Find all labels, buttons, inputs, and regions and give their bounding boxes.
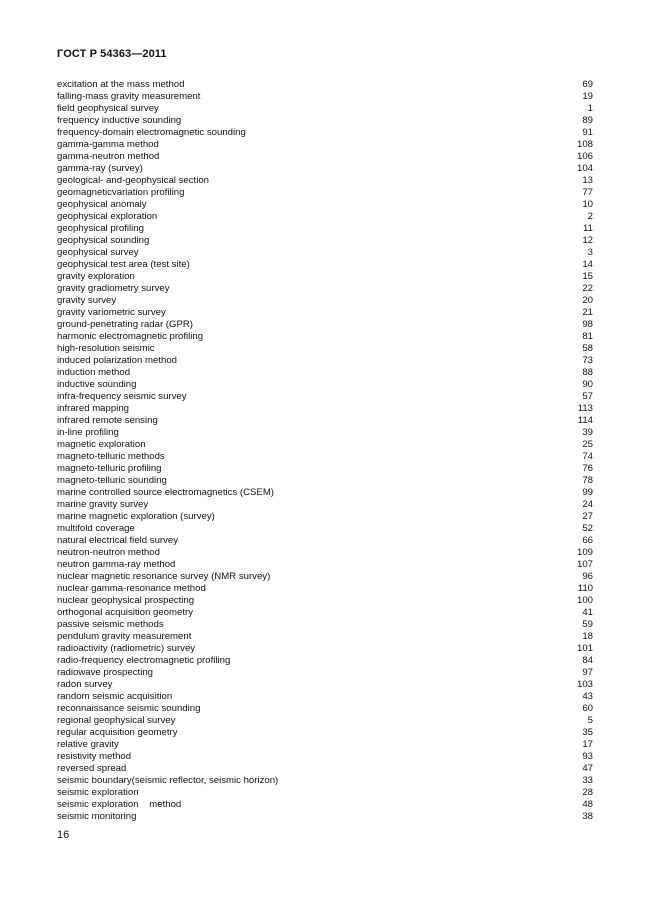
index-entry [57,439,593,451]
index-page-ref: 13 [582,175,593,186]
index-entry [57,259,593,271]
index-page-ref: 57 [582,391,593,402]
index-page-ref: 58 [582,343,593,354]
index-term: infrared remote sensing [57,415,158,426]
index-page-ref: 11 [583,223,593,234]
index-entry [57,139,593,151]
index-page-ref: 89 [582,115,593,126]
index-term: multifold coverage [57,523,135,534]
index-page-ref: 38 [582,811,593,822]
index-page-ref: 41 [582,607,593,618]
index-page-ref: 25 [582,439,593,450]
document-code: ГОСТ Р 54363—2011 [57,48,167,60]
index-term: magnetic exploration [57,439,146,450]
index-entry [57,247,593,259]
index-entry [57,211,593,223]
index-entry [57,715,593,727]
index-term: passive seismic methods [57,619,164,630]
index-entry [57,103,593,115]
index-entry [57,787,593,799]
index-page-ref: 100 [576,595,593,606]
index-term: seismic monitoring [57,811,137,822]
index-entry [57,763,593,775]
index-page-ref: 28 [582,787,593,798]
index-term: random seismic acquisition [57,691,173,702]
index-page-ref: 76 [582,463,593,474]
index-term: marine magnetic exploration (survey) [57,511,215,522]
index-page-ref: 90 [582,379,593,390]
index-entry [57,427,593,439]
index-entry [57,331,593,343]
index-entry [57,271,593,283]
index-page-ref: 69 [582,79,593,90]
index-term: regional geophysical survey [57,715,176,726]
index-term: induction method [57,367,131,378]
index-page-ref: 10 [582,199,593,210]
index-page-ref: 14 [582,259,593,270]
index-term: magneto-telluric methods [57,451,165,462]
index-entry [57,187,593,199]
index-term: in-line profiling [57,427,119,438]
index-page-ref: 77 [582,187,593,198]
index-entry [57,451,593,463]
index-term: nuclear gamma-resonance method [57,583,206,594]
index-term: geophysical test area (test site) [57,259,190,270]
index-term: resistivity method [57,751,132,762]
index-page-ref: 109 [576,547,593,558]
index-term: gravity gradiometry survey [57,283,170,294]
index-term: seismic exploration [57,787,139,798]
index-page-ref: 96 [582,571,593,582]
index-page-ref: 24 [582,499,593,510]
index-page-ref: 21 [582,307,593,318]
index-term: natural electrical field survey [57,535,179,546]
index-page-ref: 15 [582,271,593,282]
index-page-ref: 48 [582,799,593,810]
index-entry [57,631,593,643]
index-page-ref: 1 [587,103,593,114]
index-term: induced polarization method [57,355,178,366]
index-term: harmonic electromagnetic profiling [57,331,204,342]
index-term: neutron gamma-ray method [57,559,176,570]
index-term: geophysical exploration [57,211,158,222]
index-term: infrared mapping [57,403,129,414]
index-entry [57,115,593,127]
index-page-ref: 47 [582,763,593,774]
index-page-ref: 103 [576,679,593,690]
index-term: seismic boundary(seismic reflector, seismic horizon) [57,775,279,786]
index-page-ref: 88 [582,367,593,378]
index-page-ref: 2 [587,211,593,222]
index-page-ref: 73 [582,355,593,366]
index-entry [57,127,593,139]
index-entry [57,403,593,415]
index-term: field geophysical survey [57,103,159,114]
index-entry [57,343,593,355]
index-term: orthogonal acquisition geometry [57,607,193,618]
index-page-ref: 98 [582,319,593,330]
index-term: seismic exploration method [57,799,182,810]
index-term: geophysical profiling [57,223,144,234]
index-term: marine gravity survey [57,499,149,510]
index-term: marine controlled source electromagnetics (CSEM) [57,487,275,498]
index-term: geological- and-geophysical section [57,175,209,186]
index-term: relative gravity [57,739,119,750]
index-page-ref: 22 [582,283,593,294]
index-entry [57,547,593,559]
index-entry [57,559,593,571]
index-page-ref: 19 [582,91,593,102]
index-page-ref: 3 [587,247,593,258]
index-page-ref: 113 [577,403,593,414]
index-page-ref: 93 [582,751,593,762]
index-entry [57,499,593,511]
index-page-ref: 91 [582,127,593,138]
index-page-ref: 12 [582,235,593,246]
page-number: 16 [57,829,70,841]
index-entry [57,811,593,823]
index-page-ref: 59 [582,619,593,630]
index-entry [57,319,593,331]
index-entry [57,235,593,247]
index-term: reversed spread [57,763,127,774]
index-entry [57,775,593,787]
index-term: neutron-neutron method [57,547,160,558]
index-page-ref: 43 [582,691,593,702]
index-term: radio-frequency electromagnetic profiling [57,655,231,666]
index-term: gamma-neutron method [57,151,160,162]
index-page-ref: 108 [576,139,593,150]
index-entry [57,595,593,607]
index-entry [57,151,593,163]
index-entry [57,199,593,211]
index-page-ref: 114 [577,415,593,426]
index-page-ref: 99 [582,487,593,498]
index-entry [57,379,593,391]
index-page-ref: 5 [587,715,593,726]
index-page-ref: 60 [582,703,593,714]
index-entry [57,223,593,235]
index-term: falling-mass gravity measurement [57,91,201,102]
index-entry [57,367,593,379]
index-page-ref: 66 [582,535,593,546]
index-entry [57,583,593,595]
index-page-ref: 74 [582,451,593,462]
index-entry [57,679,593,691]
index-page-ref: 101 [576,643,593,654]
index-page-ref: 107 [576,559,593,570]
index-entry [57,307,593,319]
index-term: ground-penetrating radar (GPR) [57,319,193,330]
index-term: pendulum gravity measurement [57,631,192,642]
index-page-ref: 97 [582,667,593,678]
index-entry [57,463,593,475]
index-entry [57,751,593,763]
index-entry [57,739,593,751]
index-page-ref: 52 [582,523,593,534]
index-entry [57,727,593,739]
index-term: frequency-domain electromagnetic sounding [57,127,246,138]
index-term: reconnaissance seismic sounding [57,703,201,714]
index-entry [57,475,593,487]
index-entry [57,487,593,499]
index-term: excitation at the mass method [57,79,185,90]
index-entry [57,283,593,295]
index-page-ref: 20 [582,295,593,306]
index-entry [57,799,593,811]
index-term: gamma-gamma method [57,139,159,150]
index-term: regular acquisition geometry [57,727,178,738]
index-page-ref: 81 [582,331,593,342]
index-term: nuclear geophysical prospecting [57,595,195,606]
index-term: radon survey [57,679,113,690]
index-entry [57,703,593,715]
index-entry [57,415,593,427]
index-term: nuclear magnetic resonance survey (NMR survey) [57,571,271,582]
index-entry [57,571,593,583]
index-term: geophysical anomaly [57,199,147,210]
index-term: gravity survey [57,295,117,306]
index-entry [57,655,593,667]
index-term: geophysical survey [57,247,139,258]
index-page-ref: 84 [582,655,593,666]
index-entry [57,691,593,703]
index-entry [57,295,593,307]
index-term: radioactivity (radiometric) survey [57,643,196,654]
index-page-ref: 39 [582,427,593,438]
index-entry [57,511,593,523]
index-page-ref: 35 [582,727,593,738]
index-term: inductive sounding [57,379,137,390]
index-entry [57,523,593,535]
index-term: gravity exploration [57,271,135,282]
index-page-ref: 33 [582,775,593,786]
index-entry [57,79,593,91]
index-entry [57,175,593,187]
index-term: gravity variometric survey [57,307,166,318]
term-index [57,79,593,823]
index-entry [57,607,593,619]
index-term: magneto-telluric sounding [57,475,167,486]
index-entry [57,355,593,367]
index-page-ref: 106 [576,151,593,162]
index-term: magneto-telluric profiling [57,463,162,474]
index-entry [57,535,593,547]
index-page-ref: 110 [577,583,593,594]
index-entry [57,163,593,175]
index-term: gamma-ray (survey) [57,163,143,174]
index-page-ref: 104 [576,163,593,174]
index-entry [57,91,593,103]
index-page-ref: 27 [582,511,593,522]
index-term: infra-frequency seismic survey [57,391,187,402]
index-page-ref: 18 [582,631,593,642]
index-entry [57,667,593,679]
index-entry [57,391,593,403]
index-term: geomagneticvariation profiling [57,187,185,198]
index-page-ref: 17 [582,739,593,750]
index-term: radiowave prospecting [57,667,153,678]
index-entry [57,619,593,631]
index-term: high-resolution seismic [57,343,155,354]
index-entry [57,643,593,655]
index-term: geophysical sounding [57,235,150,246]
index-term: frequency inductive sounding [57,115,182,126]
index-page-ref: 78 [582,475,593,486]
